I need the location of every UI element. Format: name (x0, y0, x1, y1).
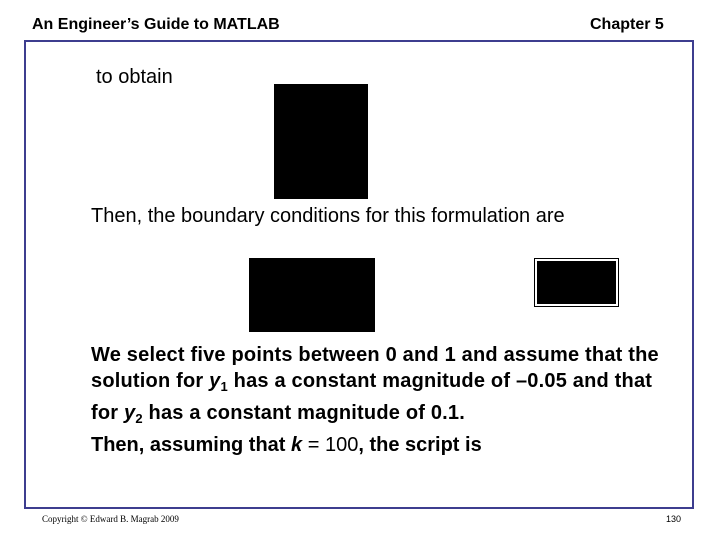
subscript-1: 1 (220, 379, 228, 394)
variable-k: k (291, 434, 303, 456)
obtain-text: to obtain (96, 66, 173, 88)
equation-image-solution (274, 84, 368, 199)
equation-image-boundary-right-fill (537, 261, 616, 304)
assume-text-part2: , the script is (358, 434, 482, 456)
subscript-2: 2 (135, 411, 143, 426)
select-text-part1: We select five points between 0 and 1 and assume that the solution for (91, 344, 659, 392)
script-intro-paragraph (91, 434, 482, 457)
copyright-notice: Copyright © Edward B. Magrab 2009 (42, 514, 179, 524)
assume-text-part1: Then, assuming that (91, 434, 292, 456)
select-text-part2: has a constant magnitude of –0.05 and that for (91, 370, 653, 424)
chapter-label: Chapter 5 (590, 16, 664, 33)
equation-image-boundary-right (534, 258, 619, 307)
select-text-part3: has a constant magnitude of 0.1. (142, 402, 466, 424)
variable-y1: y (209, 370, 221, 392)
variable-y2: y (124, 402, 136, 424)
boundary-conditions-text: Then, the boundary conditions for this formulation are (91, 205, 565, 227)
k-value: = 100 (302, 434, 359, 456)
select-points-paragraph (91, 342, 681, 432)
equation-image-boundary-left (249, 258, 375, 332)
page-number: 130 (666, 514, 682, 524)
document-title: An Engineer’s Guide to MATLAB (32, 16, 280, 33)
